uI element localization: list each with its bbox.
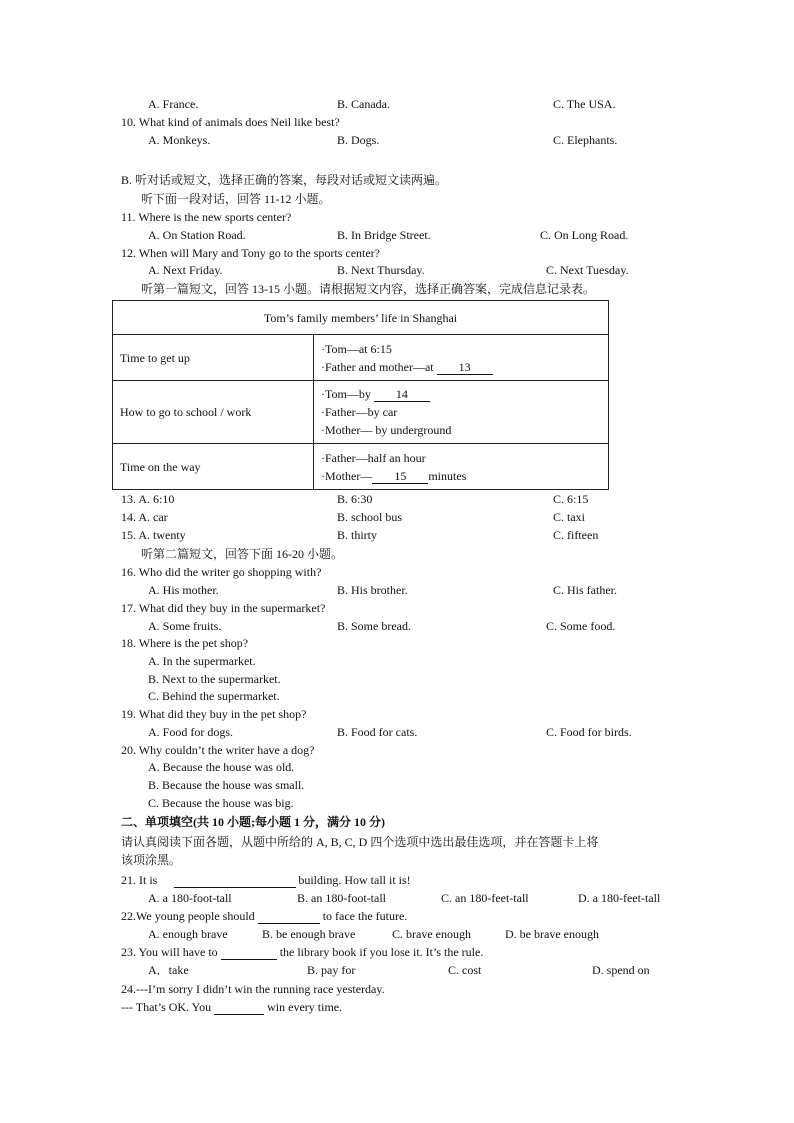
q18-option-c: C. Behind the supermarket. (148, 689, 280, 703)
info-record-table (112, 300, 609, 490)
q16-option-c: C. His father. (553, 583, 617, 597)
section2-title: 二、单项填空(共 10 小题;每小题 1 分，满分 10 分) (121, 815, 385, 829)
value-line: ·Mother— by underground (321, 423, 452, 437)
q15-option-b: B. thirty (337, 528, 378, 542)
q16-option-a: A. His mother. (148, 583, 219, 597)
q18-option-b: B. Next to the supermarket. (148, 672, 281, 686)
q23-question: 23. You will have to the library book if you lose it. It’s the rule. (121, 945, 484, 959)
q12-question: 12. When will Mary and Tony go to the sports center? (121, 246, 380, 260)
q11-option-b: B. In Bridge Street. (337, 228, 431, 242)
q23-option-d: D. spend on (592, 963, 650, 977)
q19-question: 19. What did they buy in the pet shop? (121, 707, 307, 721)
row-label-way: Time on the way (113, 444, 314, 490)
value-line: ·Father and mother—at 13 (321, 358, 601, 376)
row-label-get-up: Time to get up (113, 335, 314, 381)
q17-option-c: C. Some food. (546, 619, 616, 633)
q14-option-a: 14. A. car (121, 510, 168, 524)
q17-option-b: B. Some bread. (337, 619, 411, 633)
value-line: ·Tom—at 6:15 (321, 341, 392, 356)
q24-question: 24.---I’m sorry I didn’t win the running race yesterday. (121, 982, 385, 996)
q15-option-a: 15. A. twenty (121, 528, 186, 542)
q13-option-a: 13. A. 6:10 (121, 492, 175, 506)
q11-option-a: A. On Station Road. (148, 228, 246, 242)
passage2-note: 听第二篇短文，回答下面 16-20 小题。 (141, 547, 343, 561)
q22-option-d: D. be brave enough (505, 927, 599, 941)
q21-option-a: A. a 180-foot-tall (148, 891, 232, 905)
q9-option-b: B. Canada. (337, 97, 390, 111)
q10-option-a: A. Monkeys. (148, 133, 211, 147)
q16-option-b: B. His brother. (337, 583, 408, 597)
value-line: ·Father—half an hour (321, 450, 426, 465)
q11-question: 11. Where is the new sports center? (121, 210, 292, 224)
q15-option-c: C. fifteen (553, 528, 599, 542)
section2-instruction: 请认真阅读下面各题，从题中所给的 A, B, C, D 四个选项中选出最佳选项，并在答题卡上将 (121, 835, 599, 849)
q20-option-a: A. Because the house was old. (148, 760, 295, 774)
section-b-title: B. 听对话或短文，选择正确的答案，每段对话或短文读两遍。 (121, 173, 448, 187)
q17-question: 17. What did they buy in the supermarket? (121, 601, 326, 615)
q20-option-b: B. Because the house was small. (148, 778, 305, 792)
q13-option-c: C. 6:15 (553, 492, 589, 506)
q21-option-c: C. an 180-feet-tall (441, 891, 529, 905)
q20-option-c: C. Because the house was big. (148, 796, 294, 810)
q18-question: 18. Where is the pet shop? (121, 636, 249, 650)
value-line: ·Tom—by 14 (321, 385, 601, 403)
value-line: ·Father—by car (321, 405, 398, 419)
row-value-transport (314, 381, 609, 444)
row-value-get-up (314, 335, 609, 381)
passage1-note: 听第一篇短文，回答 13-15 小题。请根据短文内容，选择正确答案，完成信息记录表。 (141, 282, 595, 296)
q14-option-c: C. taxi (553, 510, 585, 524)
q19-option-b: B. Food for cats. (337, 725, 418, 739)
q23-option-a: A．take (148, 963, 189, 977)
table-title: Tom’s family members’ life in Shanghai (113, 301, 609, 335)
q10-option-b: B. Dogs. (337, 133, 380, 147)
q19-option-c: C. Food for birds. (546, 725, 632, 739)
q19-option-a: A. Food for dogs. (148, 725, 234, 739)
q10-question: 10. What kind of animals does Neil like best? (121, 115, 340, 129)
q12-option-a: A. Next Friday. (148, 263, 223, 277)
q21-option-d: D. a 180-feet-tall (578, 891, 661, 905)
q9-option-a: A. France. (148, 97, 199, 111)
q20-question: 20. Why couldn’t the writer have a dog? (121, 743, 315, 757)
q21-question: 21. It is building. How tall it is! (121, 873, 411, 887)
q9-option-c: C. The USA. (553, 97, 616, 111)
q14-option-b: B. school bus (337, 510, 403, 524)
blank-13: 13 (437, 361, 493, 375)
q23-option-c: C. cost (448, 963, 482, 977)
q12-option-c: C. Next Tuesday. (546, 263, 629, 277)
section2-instruction-cont: 该项涂黑。 (121, 853, 182, 867)
q16-question: 16. Who did the writer go shopping with? (121, 565, 322, 579)
q10-option-c: C. Elephants. (553, 133, 618, 147)
q22-option-b: B. be enough brave (262, 927, 356, 941)
q21-option-b: B. an 180-foot-tall (297, 891, 386, 905)
row-label-transport: How to go to school / work (113, 381, 314, 444)
q12-option-b: B. Next Thursday. (337, 263, 425, 277)
q22-question: 22.We young people should to face the future. (121, 909, 408, 923)
q11-option-c: C. On Long Road. (540, 228, 629, 242)
q22-option-c: C. brave enough (392, 927, 471, 941)
blank-14: 14 (374, 388, 430, 402)
q23-option-b: B. pay for (307, 963, 356, 977)
q13-option-b: B. 6:30 (337, 492, 373, 506)
row-value-way (314, 444, 609, 490)
q22-option-a: A. enough brave (148, 927, 228, 941)
q18-option-a: A. In the supermarket. (148, 654, 256, 668)
blank-15: 15 (372, 470, 428, 484)
q17-option-a: A. Some fruits. (148, 619, 222, 633)
value-line: ·Mother— 15 minutes (321, 468, 467, 483)
q24-response: --- That’s OK. You win every time. (121, 1000, 343, 1014)
dialogue-note: 听下面一段对话，回答 11-12 小题。 (141, 192, 331, 206)
